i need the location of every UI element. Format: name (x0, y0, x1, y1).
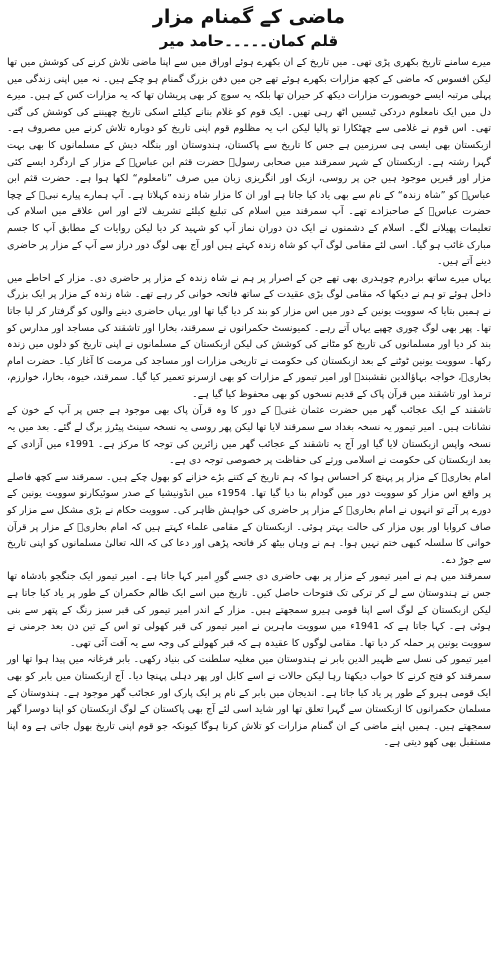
article-paragraph: امیر تیمور کی نسل سے ظہیر الدین بابر نے ہندوستان میں مغلیہ سلطنت کی بنیاد رکھی۔ بابر فرغانہ میں پیدا ہوا تھا اور سمرقند کو فتح کرنے کا خواب دیکھتا رہا لیکن حالات نے اسے کابل اور پھر دہلی پہنچا دیا۔ آج ازبکستان میں بابر کو بھی ایک قومی ہیرو کے طور پر یاد کیا جاتا ہے۔ اندیجان میں بابر کے نام پر ایک پارک اور عجائب گھر موجود ہے۔ ہندوستان کے مسلمان حکمرانوں کا ازبکستان سے گہرا تعلق تھا اور شاید اسی لئے آج بھی پاکستان کے لوگ ازبکستان کو اپنا دوسرا گھر سمجھتے ہیں۔ ہمیں اپنے ماضی کے ان گمنام مزارات کو تلاش کرنا ہوگا کیونکہ جو قوم اپنی تاریخ بھول جاتی ہے وہ اپنا مستقبل بھی کھو دیتی ہے۔ (7, 654, 491, 749)
article-paragraph: یہاں میرے ساتھ برادرم چوہدری بھی تھے جن کے اصرار پر ہم نے شاہ زندہ کے مزار پر حاضری دی۔ مزار کے احاطے میں داخل ہوئے تو ہم نے دیکھا کہ مقامی لوگ بڑی عقیدت کے ساتھ فاتحہ خوانی کر رہے تھے۔ شاہ زندہ کے مزار پر ایک بزرگ نے ہمیں بتایا کہ سوویت یونین کے دور میں اس مزار کو بند کر دیا گیا تھا اور یہاں حاضری دینے والوں کو گرفتار کر لیا جاتا تھا۔ پھر بھی لوگ چوری چھپے یہاں آتے رہے۔ کمیونسٹ حکمرانوں نے سمرقند، بخارا اور تاشقند کی مساجد اور مدارس کو بند کر دیا اور مسلمانوں کی تاریخ کو مٹانے کی کوشش کی لیکن ازبکستان کے مسلمانوں نے اپنی تاریخ کو دلوں میں زندہ رکھا۔ سوویت یونین ٹوٹنے کے بعد ازبکستان کی حکومت نے تاریخی مزارات اور مساجد کی مرمت کا آغاز کیا۔ حضرت امام بخاریؒ، خواجہ بہاؤالدین نقشبندؒ اور امیر تیمور کے مزارات کو بھی ازسرنو تعمیر کیا گیا۔ سمرقند، خیوہ، بخارا، خوارزم، ترمذ اور تاشقند میں قرآن پاک کے قدیم نسخوں کو بھی محفوظ کیا گیا ہے۔ (7, 272, 491, 400)
article-paragraph: میرے سامنے تاریخ بکھری پڑی تھی۔ میں تاریخ کے ان بکھرے ہوئے اوراق میں سے اپنا ماضی تلاش کرنے کی کوشش میں تھا لیکن افسوس کہ ماضی کے کچھ مزارات بکھرے ہوئے تھے جن میں دفن بزرگ گمنام ہو چکے ہیں۔ نہ میں اپنی زندگی میں پہلی مرتبہ ایسے خوبصورت مزارات دیکھ کر حیران تھا بلکہ یہ سوچ کر بھی پریشان تھا کہ یہ مزارات کس کے ہیں۔ میرے دل میں ایک نامعلوم دردکی ٹیسیں اٹھ رہی تھیں۔ ایک قوم کو غلام بنانے کیلئے اسکی تاریخ چھیننے کی کوشش کی گئی تھی۔ اس قوم نے غلامی سے چھٹکارا تو پالیا لیکن اب یہ مظلوم قوم اپنی تاریخ کو دوبارہ تلاش کرنے میں مصروف ہے۔ ازبکستان بھی ایسی ہی سرزمین ہے جس کا تاریخ سے پاکستان، ہندوستان اور بنگلہ دیش کے مسلمانوں کا بھی بہت گہرا رشتہ ہے۔ ازبکستان کے شہر سمرقند میں صحابی رسولؐ حضرت قثم ابن عباسؓ کے مزار کے اردگرد ایسے کئی مزار اور قبریں موجود ہیں جن پر روسی، ازبک اور انگریزی زبان میں صرف ”نامعلوم“ لکھا ہوا ہے۔ حضرت قثم ابن عباسؓ کو ”شاہ زندہ“ کے نام سے بھی یاد کیا جاتا ہے اور ان کا مزار شاہ زندہ کہلاتا ہے۔ آپ ہمارے پیارے نبیؐ کے چچا حضرت عباسؓ کے صاحبزادے تھے۔ آپ سمرقند میں اسلام کی تبلیغ کیلئے تشریف لائے اور اس علاقے میں اسلام کی تعلیمات پھیلانے لگے۔ اسلام کے دشمنوں نے ایک دن دوران نماز آپ کو شہید کر دیا لیکن روایات کے مطابق آپ کا جسم مبارک غائب ہو گیا۔ اسی لئے مقامی لوگ آپ کو شاہ زندہ کہتے ہیں اور آج بھی لوگ دور دراز سے آپ کے مزار پر حاضری دینے آتے ہیں۔ (7, 57, 491, 268)
article-title: ماضی کے گمنام مزار (152, 6, 346, 28)
article-paragraph: سمرقند میں ہم نے امیر تیمور کے مزار پر بھی حاضری دی جسے گورِ امیر کہا جاتا ہے۔ امیر تیمور ایک جنگجو بادشاہ تھا جس نے ہندوستان سے لے کر ترکی تک فتوحات حاصل کیں۔ تاریخ میں اسے ایک ظالم حکمران کے طور پر یاد کیا جاتا ہے لیکن ازبکستان کے لوگ اسے اپنا قومی ہیرو سمجھتے ہیں۔ مزار کے اندر امیر تیمور کی قبر سبز رنگ کے پتھر سے بنی ہوئی ہے۔ کہا جاتا ہے کہ 1941ء میں سوویت ماہرین نے امیر تیمور کی قبر کھولی تو اس کے تین دن بعد جرمنی نے سوویت یونین پر حملہ کر دیا تھا۔ مقامی لوگوں کا عقیدہ ہے کہ قبر کھولنے کی وجہ سے یہ آفت آئی تھی۔ (7, 571, 491, 649)
article-paragraph: تاشقند کے ایک عجائب گھر میں حضرت عثمان غنیؓ کے دور کا وہ قرآن پاک بھی موجود ہے جس پر آپ کے خون کے نشانات ہیں۔ امیر تیمور یہ نسخہ بغداد سے سمرقند لایا تھا لیکن پھر روسی یہ نسخہ سینٹ پیٹرز برگ لے گئے۔ بعد میں یہ نسخہ واپس ازبکستان لایا گیا اور آج یہ تاشقند کے عجائب گھر میں زائرین کی توجہ کا مرکز ہے۔ 1991ء میں آزادی کے بعد ازبکستان کی حکومت نے اسلامی ورثے کی حفاظت پر خصوصی توجہ دی ہے۔ (7, 405, 491, 467)
article-byline: قلم کمان۔۔۔۔۔حامد میر (159, 32, 339, 50)
article-body (7, 55, 491, 752)
article-paragraph: امام بخاریؒ کے مزار پر پہنچ کر احساس ہوا کہ ہم تاریخ کے کتنے بڑے خزانے کو بھول چکے ہیں۔ سمرقند سے کچھ فاصلے پر واقع اس مزار کو سوویت دور میں گودام بنا دیا گیا تھا۔ 1954ء میں انڈونیشیا کے صدر سوئیکارنو سوویت یونین کے دورے پر آئے تو انہوں نے امام بخاریؒ کے مزار پر حاضری کی خواہش ظاہر کی۔ سوویت حکام نے بڑی مشکل سے مزار کو صاف کروایا اور یوں مزار کی حالت بہتر ہوئی۔ ازبکستان کے مقامی علماء کہتے ہیں کہ امام بخاریؒ کے مزار پر قرآن خوانی کا سلسلہ کبھی ختم نہیں ہوا۔ ہم نے وہاں بیٹھ کر فاتحہ پڑھی اور دعا کی کہ اللہ تعالیٰ مسلمانوں کو اپنی تاریخ سے جوڑ دے۔ (7, 471, 491, 566)
